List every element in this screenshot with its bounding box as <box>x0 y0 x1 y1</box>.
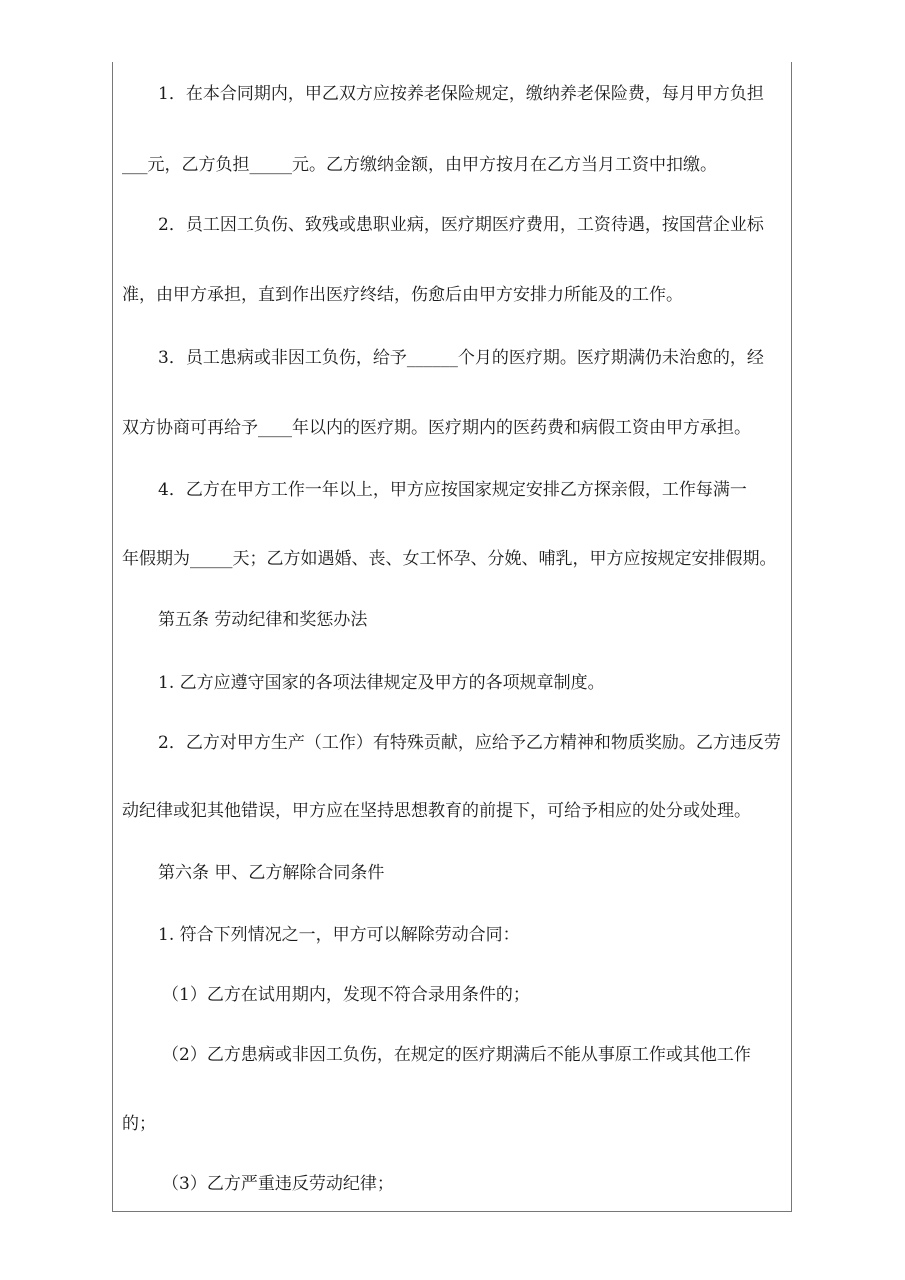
list-item: （2）乙方患病或非因工负伤，在规定的医疗期满后不能从事原工作或其他工作 <box>162 1045 751 1065</box>
list-item: （3）乙方严重违反劳动纪律； <box>162 1174 394 1194</box>
paragraph-line: 1. 符合下列情况之一，甲方可以解除劳动合同： <box>158 925 520 945</box>
paragraph-line: 双方协商可再给予____年以内的医疗期。医疗期内的医药费和病假工资由甲方承担。 <box>122 418 751 438</box>
paragraph-line: 2．员工因工负伤、致残或患职业病，医疗期医疗费用，工资待遇，按国营企业标 <box>158 215 764 235</box>
paragraph-line: 1. 乙方应遵守国家的各项法律规定及甲方的各项规章制度。 <box>158 673 605 693</box>
paragraph-line: 3．员工患病或非因工负伤，给予______个月的医疗期。医疗期满仍未治愈的，经 <box>158 348 764 368</box>
paragraph-line: 1．在本合同期内，甲乙双方应按养老保险规定，缴纳养老保险费，每月甲方负担 <box>158 84 764 104</box>
paragraph-line: ___元，乙方负担_____元。乙方缴纳金额，由甲方按月在乙方当月工资中扣缴。 <box>122 155 717 175</box>
paragraph-line: 的； <box>122 1114 156 1134</box>
list-item: （1）乙方在试用期内，发现不符合录用条件的； <box>162 985 530 1005</box>
paragraph-line: 动纪律或犯其他错误，甲方应在坚持思想教育的前提下，可给予相应的处分或处理。 <box>122 801 751 821</box>
paragraph-line: 准，由甲方承担，直到作出医疗终结，伤愈后由甲方安排力所能及的工作。 <box>122 285 683 305</box>
section-heading: 第六条 甲、乙方解除合同条件 <box>158 863 385 883</box>
paragraph-line: 2．乙方对甲方生产（工作）有特殊贡献，应给予乙方精神和物质奖励。乙方违反劳 <box>158 733 781 753</box>
paragraph-line: 4．乙方在甲方工作一年以上，甲方应按国家规定安排乙方探亲假，工作每满一 <box>158 480 747 500</box>
section-heading: 第五条 劳动纪律和奖惩办法 <box>158 610 368 630</box>
paragraph-line: 年假期为_____天；乙方如遇婚、丧、女工怀孕、分娩、哺乳，甲方应按规定安排假期。 <box>122 549 777 569</box>
